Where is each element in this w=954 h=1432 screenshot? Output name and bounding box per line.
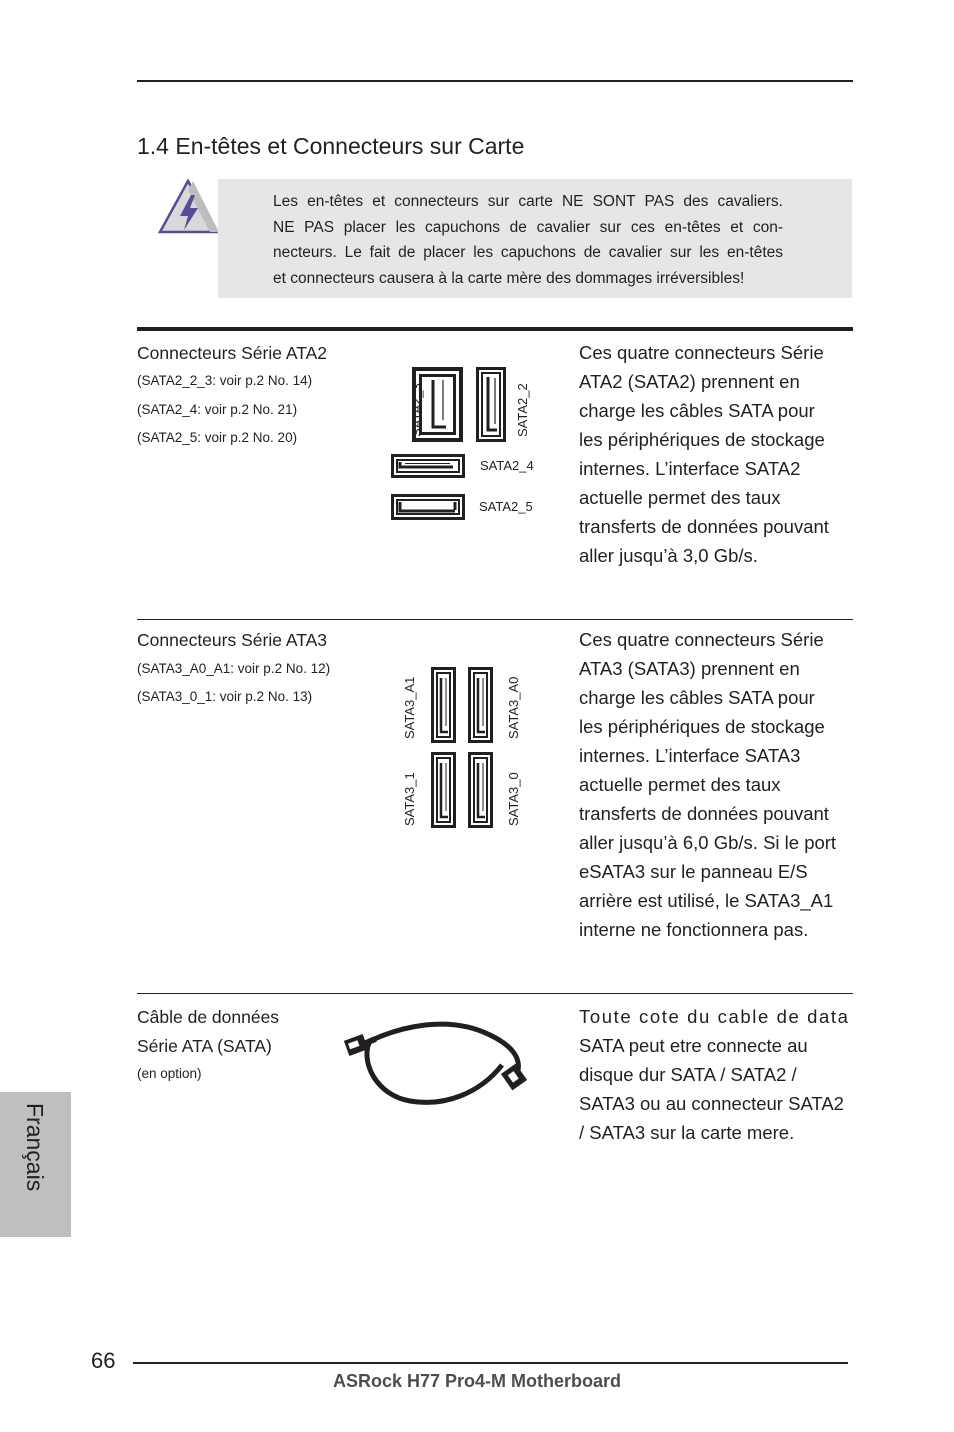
- cable-title-line2: Série ATA (SATA): [137, 1036, 272, 1056]
- cable-title-line1: Câble de données: [137, 1007, 280, 1027]
- sata2-desc-line: aller jusqu’à 3,0 Gb/s.: [579, 545, 758, 566]
- sata2-desc-line: les périphériques de stockage: [579, 429, 825, 450]
- footer-rule: [133, 1362, 848, 1364]
- section-divider: [137, 619, 853, 620]
- sata2-ref: (SATA2_5: voir p.2 No. 20): [137, 430, 298, 445]
- sata2-3-label: SATA2_3: [409, 383, 424, 437]
- sata3-connector-diagram: [425, 660, 500, 835]
- sata3-desc-line: aller jusqu’à 6,0 Gb/s. Si le port: [579, 832, 837, 853]
- warning-line: et connecteurs causera à la carte mère des dommages irréversibles!: [273, 270, 745, 287]
- sata3-desc-line: ATA3 (SATA3) prennent en: [579, 658, 800, 679]
- sata2-desc-line: charge les câbles SATA pour: [579, 400, 815, 421]
- language-tab-label: Français: [22, 1103, 48, 1192]
- sata3-desc-line: arrière est utilisé, le SATA3_A1: [579, 890, 834, 911]
- section-title: 1.4 En-têtes et Connecteurs sur Carte: [137, 133, 525, 159]
- section-divider: [137, 993, 853, 994]
- sata3-0-label: SATA3_0: [506, 772, 521, 826]
- sata3-desc-line: transferts de données pouvant: [579, 803, 829, 824]
- sata2-description: [579, 338, 854, 570]
- cable-desc-line: disque dur SATA / SATA2 /: [579, 1064, 797, 1085]
- section-divider-thick: [137, 327, 853, 331]
- warning-line: necteurs. Le fait de placer les capuchons de cavalier sur les en-têtes: [273, 244, 783, 261]
- sata2-ref: (SATA2_4: voir p.2 No. 21): [137, 402, 298, 417]
- sata3-desc-line: actuelle permet des taux: [579, 774, 781, 795]
- sata3-desc-line: interne ne fonctionnera pas.: [579, 919, 809, 940]
- sata3-ref: (SATA3_0_1: voir p.2 No. 13): [137, 689, 313, 704]
- sata3-desc-line: charge les câbles SATA pour: [579, 687, 815, 708]
- sata3-ref: (SATA3_A0_A1: voir p.2 No. 12): [137, 661, 331, 676]
- sata2-desc-line: actuelle permet des taux: [579, 487, 781, 508]
- sata3-desc-line: Ces quatre connecteurs Série: [579, 629, 824, 650]
- cable-desc-line: SATA3 ou au connecteur SATA2: [579, 1093, 844, 1114]
- warning-line: NE PAS placer les capuchons de cavalier sur ces en-têtes et con-: [273, 219, 783, 236]
- warning-triangle-icon: [158, 178, 220, 236]
- top-rule: [137, 80, 853, 82]
- page-number: 66: [91, 1348, 116, 1373]
- sata2-2-label: SATA2_2: [515, 383, 530, 437]
- sata3-desc-line: eSATA3 sur le panneau E/S: [579, 861, 808, 882]
- sata3-description: [579, 625, 854, 944]
- sata2-ref: (SATA2_2_3: voir p.2 No. 14): [137, 373, 313, 388]
- cable-desc-line: / SATA3 sur la carte mere.: [579, 1122, 795, 1143]
- sata3-1-label: SATA3_1: [402, 772, 417, 826]
- sata2-title: Connecteurs Série ATA2: [137, 343, 328, 363]
- sata2-5-label: SATA2_5: [479, 499, 533, 514]
- sata2-desc-line: ATA2 (SATA2) prennent en: [579, 371, 800, 392]
- sata2-desc-line: transferts de données pouvant: [579, 516, 829, 537]
- sata3-a1-label: SATA3_A1: [402, 676, 417, 739]
- cable-desc-line: Toute cote du cable de data: [579, 1006, 850, 1027]
- cable-note: (en option): [137, 1066, 202, 1081]
- sata3-desc-line: les périphériques de stockage: [579, 716, 825, 737]
- sata3-title: Connecteurs Série ATA3: [137, 630, 328, 650]
- sata2-desc-line: Ces quatre connecteurs Série: [579, 342, 824, 363]
- sata2-desc-line: internes. L’interface SATA2: [579, 458, 801, 479]
- sata2-4-label: SATA2_4: [480, 458, 534, 473]
- cable-description: [579, 1002, 854, 1147]
- warning-line: Les en-têtes et connecteurs sur carte NE SONT PAS des cavaliers.: [273, 193, 783, 210]
- footer-title: ASRock H77 Pro4-M Motherboard: [332, 1371, 622, 1391]
- sata-cable-illustration: [340, 1015, 535, 1110]
- cable-desc-line: SATA peut etre connecte au: [579, 1035, 808, 1056]
- sata3-a0-label: SATA3_A0: [506, 676, 521, 739]
- sata3-desc-line: internes. L’interface SATA3: [579, 745, 801, 766]
